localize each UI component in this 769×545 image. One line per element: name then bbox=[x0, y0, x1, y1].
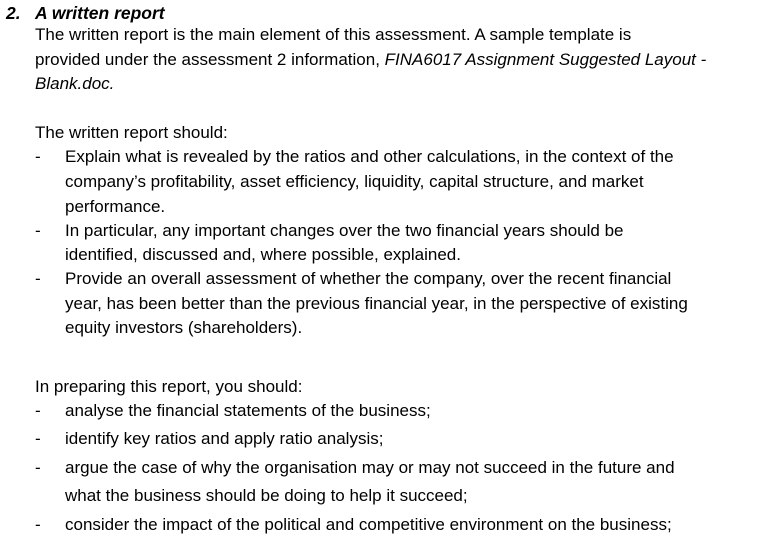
preparing-lead: In preparing this report, you should: bbox=[35, 377, 303, 396]
list-item-line: performance. bbox=[65, 197, 166, 216]
list-dash: - bbox=[35, 269, 41, 288]
list-item-line: company’s profitability, asset efficiency, liquidity, capital structure, and market bbox=[65, 172, 644, 191]
list-item-line: year, has been better than the previous financial year, in the perspective of existing bbox=[65, 294, 688, 313]
template-filename-continued: Blank.doc. bbox=[35, 74, 115, 93]
list-dash: - bbox=[35, 401, 41, 420]
should-lead: The written report should: bbox=[35, 123, 228, 142]
list-item-line: argue the case of why the organisation may or may not succeed in the future and bbox=[65, 458, 675, 477]
section-title: A written report bbox=[35, 3, 165, 23]
list-dash: - bbox=[35, 429, 41, 448]
intro-line-2 bbox=[35, 48, 706, 72]
list-item-line: what the business should be doing to help it succeed; bbox=[65, 486, 468, 505]
list-item-line: Provide an overall assessment of whether the company, over the recent financial bbox=[65, 269, 672, 288]
list-dash: - bbox=[35, 221, 41, 240]
list-dash: - bbox=[35, 147, 41, 166]
section-heading bbox=[6, 2, 165, 24]
list-dash: - bbox=[35, 458, 41, 477]
intro-line-2-text: provided under the assessment 2 information, bbox=[35, 50, 385, 69]
list-item-line: equity investors (shareholders). bbox=[65, 318, 303, 337]
section-number: 2. bbox=[6, 3, 21, 23]
template-filename: FINA6017 Assignment Suggested Layout - bbox=[384, 50, 707, 69]
list-item-line: identify key ratios and apply ratio analysis; bbox=[65, 429, 384, 448]
list-item-line: identified, discussed and, where possible, explained. bbox=[65, 245, 461, 264]
list-item-line: consider the impact of the political and competitive environment on the business; bbox=[65, 515, 672, 534]
list-item-line: analyse the financial statements of the business; bbox=[65, 401, 431, 420]
list-item-line: Explain what is revealed by the ratios and other calculations, in the context of the bbox=[65, 147, 674, 166]
list-dash: - bbox=[35, 515, 41, 534]
list-item-line: In particular, any important changes over the two financial years should be bbox=[65, 221, 624, 240]
intro-line-1: The written report is the main element of this assessment. A sample template is bbox=[35, 25, 632, 44]
